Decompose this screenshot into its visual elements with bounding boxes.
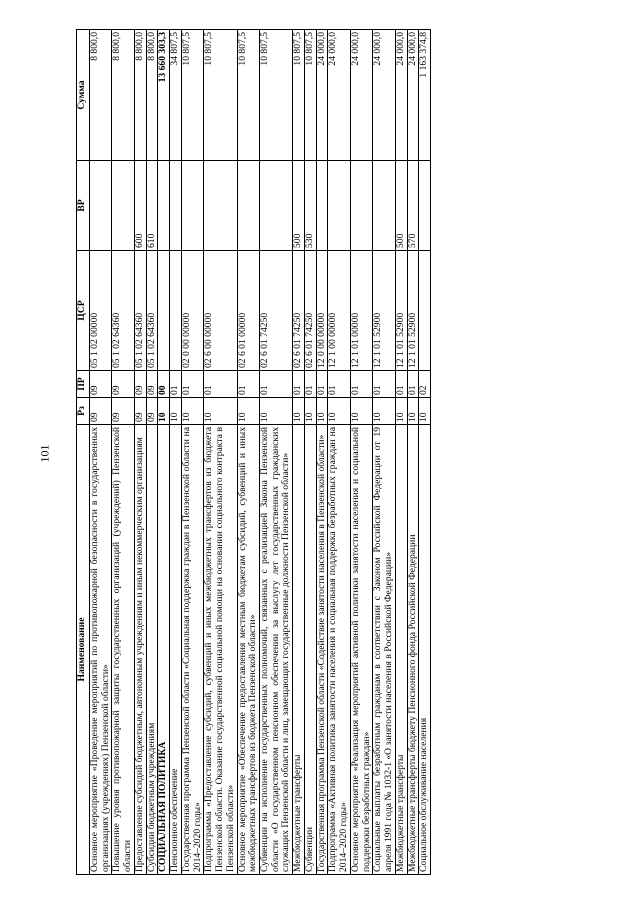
- cell-name: Подпрограмма «Активная политика занятости населения и социальная поддержка безработных граждан на 2014–2020 годы»: [328, 425, 350, 875]
- table-row: [316, 30, 328, 875]
- table-row: [395, 30, 407, 875]
- cell-pr: 09: [112, 371, 134, 398]
- cell-csr: 05 1 02 64360: [134, 251, 146, 371]
- cell-rz: 10: [293, 398, 305, 425]
- cell-pr: 01: [407, 371, 419, 398]
- cell-sum: 10 807,5: [304, 30, 316, 161]
- table-row: [170, 30, 182, 875]
- cell-name: Социальное обслуживание населения: [419, 425, 431, 875]
- cell-vr: [350, 161, 372, 251]
- table-header-row: [77, 30, 90, 875]
- cell-rz: 09: [90, 398, 112, 425]
- table-row: [146, 30, 158, 875]
- cell-rz: 10: [204, 398, 237, 425]
- cell-pr: 01: [373, 371, 395, 398]
- cell-vr: [112, 161, 134, 251]
- table-row: [90, 30, 112, 875]
- cell-pr: 01: [328, 371, 350, 398]
- page-number: 101: [37, 444, 52, 463]
- cell-vr: 500: [395, 161, 407, 251]
- cell-name: Предоставление субсидий бюджетным, автономным учреждениям и иным некоммерческим организациям: [134, 425, 146, 875]
- cell-rz: 09: [112, 398, 134, 425]
- cell-csr: 12 1 01 52900: [407, 251, 419, 371]
- table-row: [407, 30, 419, 875]
- table-row: [237, 30, 259, 875]
- cell-name: Подпрограмма «Предоставление субсидий, субвенций и иных межбюджетных трансфертов из бюджета Пензенской области. Оказание государственной социальной помощи на основании социального контракта в Пензенской области»: [204, 425, 237, 875]
- cell-name: Межбюджетные трансферты: [293, 425, 305, 875]
- table-row: [350, 30, 372, 875]
- cell-csr: 02 6 00 00000: [204, 251, 237, 371]
- cell-pr: 09: [146, 371, 158, 398]
- cell-vr: 500: [293, 161, 305, 251]
- cell-sum: 13 660 303,3: [158, 30, 170, 161]
- cell-name: Субсидии бюджетным учреждениям: [146, 425, 158, 875]
- cell-csr: 02 0 00 00000: [181, 251, 203, 371]
- budget-table: [76, 29, 431, 875]
- header-name: Наименование: [77, 425, 90, 875]
- table-row: [419, 30, 431, 875]
- cell-name: Основное мероприятие «Обеспечение предоставления местным бюджетам субсидий, субвенций и иных межбюджетных трансфертов из бюджета Пензенской области»: [237, 425, 259, 875]
- table-row: [304, 30, 316, 875]
- cell-rz: 09: [146, 398, 158, 425]
- cell-sum: 8 800,0: [134, 30, 146, 161]
- table-row: [134, 30, 146, 875]
- cell-pr: 01: [260, 371, 293, 398]
- cell-rz: 10: [395, 398, 407, 425]
- table-row: [328, 30, 350, 875]
- cell-sum: 10 807,5: [237, 30, 259, 161]
- cell-csr: 12 1 00 00000: [328, 251, 350, 371]
- cell-vr: [316, 161, 328, 251]
- cell-name: Субвенции: [304, 425, 316, 875]
- header-csr: ЦСР: [77, 251, 90, 371]
- cell-rz: 10: [407, 398, 419, 425]
- cell-vr: [170, 161, 182, 251]
- cell-csr: 12 1 01 52900: [373, 251, 395, 371]
- header-sum: Сумма: [77, 30, 90, 161]
- cell-pr: 01: [395, 371, 407, 398]
- cell-name: Социальные выплаты безработным гражданам в соответствии с Законом Российской Федерации от 19 апреля 1991 года № 1032-1 «О занятости населения в Российской Федерации»: [373, 425, 395, 875]
- cell-vr: 570: [407, 161, 419, 251]
- cell-csr: 05 1 02 64360: [146, 251, 158, 371]
- cell-csr: 05 1 02 00000: [90, 251, 112, 371]
- cell-csr: 02 6 01 74250: [260, 251, 293, 371]
- table-body: [90, 30, 431, 875]
- table-row: [158, 30, 170, 875]
- cell-name: Основное мероприятие «Проведение мероприятий по противопожарной безопасности в государственных организациях (учреждениях) Пензенской области»: [90, 425, 112, 875]
- budget-table-container: [76, 30, 576, 875]
- cell-rz: 10: [304, 398, 316, 425]
- cell-name: Пенсионное обеспечение: [170, 425, 182, 875]
- cell-name: Государственная программа Пензенской области «Социальная поддержка граждан в Пензенской области на 2014–2020 годы»: [181, 425, 203, 875]
- cell-pr: 09: [134, 371, 146, 398]
- table-row: [293, 30, 305, 875]
- cell-vr: [181, 161, 203, 251]
- cell-csr: 02 6 01 74250: [293, 251, 305, 371]
- cell-sum: 10 807,5: [260, 30, 293, 161]
- cell-rz: 10: [260, 398, 293, 425]
- cell-vr: [158, 161, 170, 251]
- cell-vr: [237, 161, 259, 251]
- cell-rz: 10: [158, 398, 170, 425]
- table-row: [204, 30, 237, 875]
- cell-rz: 10: [237, 398, 259, 425]
- cell-csr: 12 0 00 00000: [316, 251, 328, 371]
- cell-csr: 02 6 01 00000: [237, 251, 259, 371]
- cell-name: Межбюджетные трансферты: [395, 425, 407, 875]
- cell-name: Субвенции на исполнение государственных полномочий, связанных с реализацией Закона Пензенской области «О государственном пенсионном обеспечении за выслугу лет государственных гражданских служащих Пензенской области и лиц, замещающих государственные должности Пензенской области»: [260, 425, 293, 875]
- cell-rz: 10: [373, 398, 395, 425]
- cell-sum: 8 800,0: [146, 30, 158, 161]
- cell-rz: 10: [170, 398, 182, 425]
- cell-pr: 01: [204, 371, 237, 398]
- cell-pr: 01: [170, 371, 182, 398]
- cell-pr: 01: [304, 371, 316, 398]
- cell-pr: 01: [350, 371, 372, 398]
- cell-sum: 24 000,0: [350, 30, 372, 161]
- cell-vr: 600: [134, 161, 146, 251]
- cell-vr: 530: [304, 161, 316, 251]
- cell-rz: 10: [181, 398, 203, 425]
- cell-sum: 10 807,5: [293, 30, 305, 161]
- cell-name: СОЦИАЛЬНАЯ ПОЛИТИКА: [158, 425, 170, 875]
- cell-csr: [170, 251, 182, 371]
- cell-name: Государственная программа Пензенской области «Содействие занятости населения в Пензенской области»: [316, 425, 328, 875]
- cell-csr: 05 1 02 64360: [112, 251, 134, 371]
- cell-pr: 01: [293, 371, 305, 398]
- cell-vr: [328, 161, 350, 251]
- header-rz: Рз: [77, 398, 90, 425]
- cell-sum: 8 800,0: [112, 30, 134, 161]
- cell-pr: 01: [237, 371, 259, 398]
- cell-sum: 24 000,0: [328, 30, 350, 161]
- cell-vr: [419, 161, 431, 251]
- table-row: [260, 30, 293, 875]
- cell-sum: 10 807,5: [181, 30, 203, 161]
- cell-csr: [419, 251, 431, 371]
- cell-sum: 24 000,0: [316, 30, 328, 161]
- cell-pr: 00: [158, 371, 170, 398]
- cell-vr: 610: [146, 161, 158, 251]
- header-vr: ВР: [77, 161, 90, 251]
- cell-pr: 01: [181, 371, 203, 398]
- table-row: [112, 30, 134, 875]
- cell-sum: 1 163 374,8: [419, 30, 431, 161]
- cell-name: Основное мероприятие «Реализация мероприятий активной политики занятости населения и социальной поддержки безработных граждан»: [350, 425, 372, 875]
- cell-rz: 10: [328, 398, 350, 425]
- cell-vr: [260, 161, 293, 251]
- cell-pr: 02: [419, 371, 431, 398]
- cell-sum: 8 800,0: [90, 30, 112, 161]
- cell-sum: 34 807,5: [170, 30, 182, 161]
- cell-vr: [90, 161, 112, 251]
- table-row: [373, 30, 395, 875]
- cell-csr: [158, 251, 170, 371]
- cell-name: Межбюджетные трансферты бюджету Пенсионного фонда Российской Федерации: [407, 425, 419, 875]
- cell-rz: 10: [419, 398, 431, 425]
- cell-csr: 12 1 01 00000: [350, 251, 372, 371]
- cell-rz: 10: [316, 398, 328, 425]
- cell-csr: 12 1 01 52900: [395, 251, 407, 371]
- cell-pr: 09: [90, 371, 112, 398]
- cell-rz: 09: [134, 398, 146, 425]
- cell-name: Повышение уровня противопожарной защиты государственных организаций (учреждений) Пензенской области: [112, 425, 134, 875]
- header-pr: ПР: [77, 371, 90, 398]
- cell-vr: [373, 161, 395, 251]
- cell-sum: 10 807,5: [204, 30, 237, 161]
- cell-csr: 02 6 01 74250: [304, 251, 316, 371]
- cell-sum: 24 000,0: [407, 30, 419, 161]
- cell-pr: 01: [316, 371, 328, 398]
- cell-sum: 24 000,0: [373, 30, 395, 161]
- cell-sum: 24 000,0: [395, 30, 407, 161]
- cell-rz: 10: [350, 398, 372, 425]
- table-row: [181, 30, 203, 875]
- cell-vr: [204, 161, 237, 251]
